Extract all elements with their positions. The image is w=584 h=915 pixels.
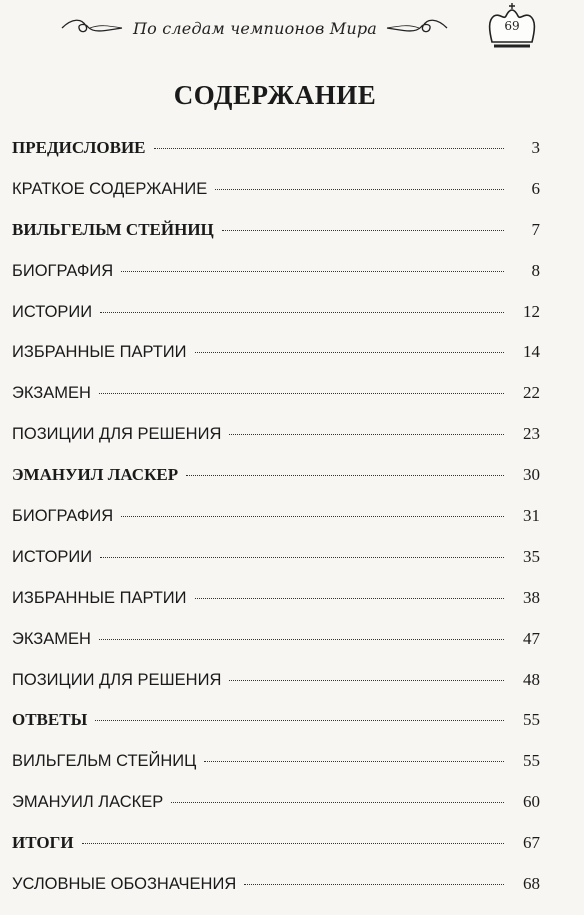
toc-entry[interactable]	[12, 138, 540, 179]
toc-entry-label: ЭМАНУИЛ ЛАСКЕР	[12, 793, 164, 812]
toc-entry[interactable]	[12, 588, 540, 629]
toc-entry[interactable]	[12, 424, 540, 465]
toc-entry-page: 31	[523, 506, 540, 526]
toc-entry-page: 67	[523, 833, 540, 853]
toc-entry-page: 60	[523, 792, 540, 812]
dot-leader	[99, 638, 504, 640]
dot-leader	[100, 311, 504, 313]
flourish-left-icon	[60, 16, 124, 38]
toc-entry-label: БИОГРАФИЯ	[12, 261, 114, 280]
toc-entry[interactable]	[12, 465, 540, 506]
dot-leader	[121, 515, 504, 517]
toc-entry-label: ПОЗИЦИИ ДЛЯ РЕШЕНИЯ	[12, 670, 222, 689]
toc-entry-page: 55	[523, 751, 540, 771]
dot-leader	[82, 842, 504, 844]
toc-entry-page: 14	[523, 342, 540, 362]
toc-entry-label: ОТВЕТЫ	[12, 710, 88, 730]
toc-entry[interactable]	[12, 792, 540, 833]
toc-entry-label: ЭКЗАМЕН	[12, 384, 91, 403]
toc-entry[interactable]	[12, 261, 540, 302]
toc-entry-page: 3	[531, 138, 540, 157]
toc-title: СОДЕРЖАНИЕ	[173, 80, 377, 110]
toc-entry-page: 23	[523, 424, 540, 444]
toc-entry-label: ИЗБРАННЫЕ ПАРТИИ	[12, 343, 187, 362]
dot-leader	[100, 556, 504, 558]
toc-entry-page: 30	[523, 465, 540, 485]
toc-entry[interactable]	[12, 179, 540, 220]
toc-entry[interactable]	[12, 710, 540, 751]
dot-leader	[186, 474, 504, 476]
toc-entry-page: 8	[531, 260, 540, 280]
toc-entry[interactable]	[12, 751, 540, 792]
toc-entry-page: 7	[531, 219, 540, 239]
toc-entry-label: ЭКЗАМЕН	[12, 629, 91, 648]
dot-leader	[95, 719, 504, 721]
toc-entry-page: 48	[523, 669, 540, 689]
toc-entry[interactable]	[12, 670, 540, 711]
toc-entry-page: 12	[523, 301, 540, 321]
toc-entry[interactable]	[12, 302, 540, 343]
dot-leader	[154, 147, 504, 149]
toc-entry-label: ВИЛЬГЕЛЬМ СТЕЙНИЦ	[12, 752, 197, 771]
dot-leader	[229, 679, 504, 681]
toc-entry-label: ИЗБРАННЫЕ ПАРТИИ	[12, 588, 187, 607]
dot-leader	[204, 760, 504, 762]
dot-leader	[121, 270, 504, 272]
dot-leader	[195, 351, 504, 353]
toc-entry-label: ВИЛЬГЕЛЬМ СТЕЙНИЦ	[12, 219, 214, 239]
dot-leader	[171, 801, 504, 803]
toc-entry[interactable]	[12, 874, 540, 915]
toc-entry[interactable]	[12, 629, 540, 670]
toc-entry[interactable]	[12, 383, 540, 424]
dot-leader	[195, 597, 504, 599]
toc-entry-page: 47	[523, 628, 540, 648]
toc-entry[interactable]	[12, 833, 540, 874]
toc-entry-page: 68	[523, 874, 540, 894]
toc-entry[interactable]	[12, 547, 540, 588]
dot-leader	[222, 229, 504, 231]
toc-entry-label: ИСТОРИИ	[12, 302, 93, 321]
toc-entry-page: 6	[531, 178, 540, 198]
toc-entry[interactable]	[12, 506, 540, 547]
toc-entry-label: БИОГРАФИЯ	[12, 507, 114, 526]
toc-entry-label: УСЛОВНЫЕ ОБОЗНАЧЕНИЯ	[12, 875, 237, 894]
flourish-right-icon	[385, 16, 449, 38]
dot-leader	[215, 188, 504, 190]
toc-entry-label: КРАТКОЕ СОДЕРЖАНИЕ	[12, 179, 208, 198]
dot-leader	[244, 883, 504, 885]
toc-entry-label: ПОЗИЦИИ ДЛЯ РЕШЕНИЯ	[12, 425, 222, 444]
toc-entry-label: ПРЕДИСЛОВИЕ	[12, 138, 146, 157]
toc-entry-page: 55	[523, 710, 540, 730]
table-of-contents	[12, 138, 540, 915]
running-title: По следам чемпионов Мира	[132, 19, 378, 38]
toc-entry-label: ИТОГИ	[12, 833, 74, 853]
running-header	[0, 0, 584, 70]
toc-entry-page: 38	[523, 587, 540, 607]
toc-entry-page: 35	[523, 546, 540, 566]
dot-leader	[229, 433, 504, 435]
toc-entry-label: ЭМАНУИЛ ЛАСКЕР	[12, 465, 179, 485]
toc-entry-label: ИСТОРИИ	[12, 547, 93, 566]
toc-entry[interactable]	[12, 220, 540, 261]
toc-entry-page: 22	[523, 383, 540, 403]
dot-leader	[99, 392, 504, 394]
toc-entry[interactable]	[12, 342, 540, 383]
page-number: 69	[504, 19, 520, 33]
